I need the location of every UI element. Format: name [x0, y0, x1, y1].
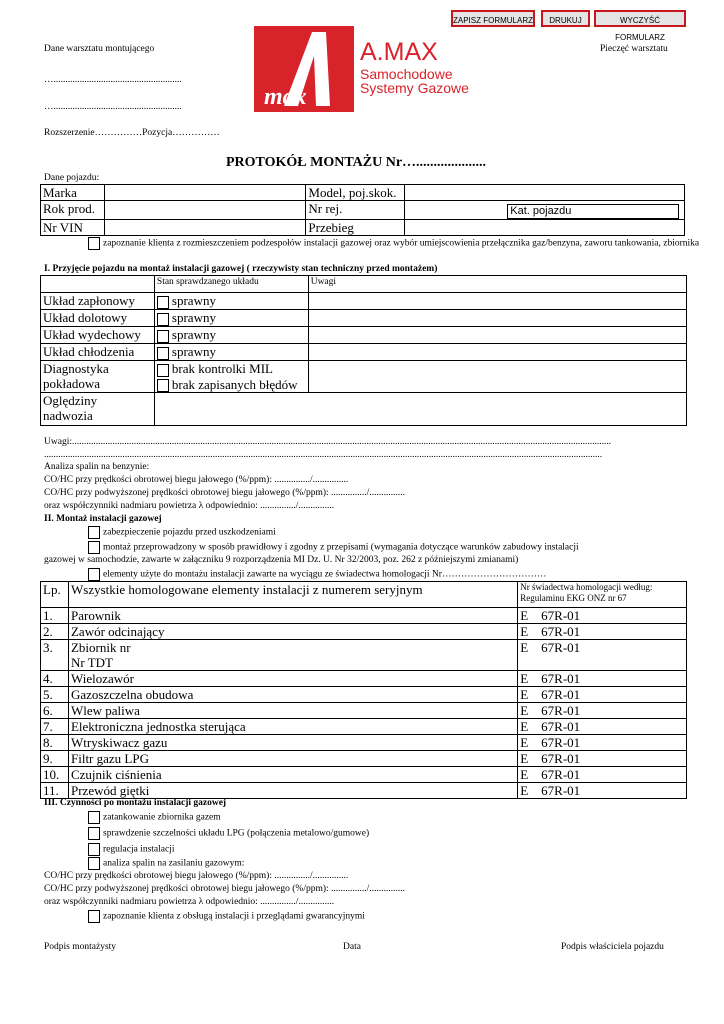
row4-name: Układ chłodzenia: [41, 344, 155, 361]
diag-name-2: pokładowa: [43, 376, 101, 391]
analysis-co2: CO/HC przy podwyższonej prędkości obrotowej biegu jałowego (%/ppm): .............../...............: [44, 488, 405, 498]
s3-lambda: oraz współczynniki nadmiaru powietrza λ odpowiednio: .............../...............: [44, 897, 335, 907]
dots-line[interactable]: ...........................................................................................................................................................................................................................................: [44, 450, 603, 460]
comp-name[interactable]: Elektroniczna jednostka sterująca: [68, 719, 517, 735]
row4-state: sprawny: [171, 344, 216, 359]
s3-checkbox-1[interactable]: [88, 811, 100, 824]
row3-notes[interactable]: [308, 327, 686, 344]
comp-hom[interactable]: E 67R-01: [518, 624, 687, 640]
analysis-co1: CO/HC przy prędkości obrotowej biegu jałowego (%/ppm): .............../...............: [44, 475, 349, 485]
col-notes: Uwagi: [308, 276, 686, 293]
s3-checkbox-5[interactable]: [88, 910, 100, 923]
clear-form-button[interactable]: WYCZYŚĆ FORMULARZ: [594, 10, 686, 27]
comp-name[interactable]: Wlew paliwa: [68, 703, 517, 719]
s2-check2-continuation: gazowej w samochodzie, zawarte w załączniku 9 rozporządzenia MI Dz. U. Nr 32/2003, poz. 262 z późniejszymi zmianami): [44, 555, 519, 565]
field-vin[interactable]: [104, 220, 305, 236]
vehicle-table: [40, 184, 685, 236]
diag-notes[interactable]: [308, 361, 686, 393]
comp-hom[interactable]: E 67R-01: [518, 783, 687, 799]
section1-heading: I. Przyjęcie pojazdu na montaż instalacji gazowej ( rzeczywisty stan techniczny przed montażem): [44, 264, 438, 274]
comp-name[interactable]: Czujnik ciśnienia: [68, 767, 517, 783]
page-title: PROTOKÓŁ MONTAŻU Nr…....................: [226, 155, 487, 170]
print-button[interactable]: DRUKUJ: [541, 10, 590, 27]
row3-state: sprawny: [171, 327, 216, 342]
row2-checkbox[interactable]: [157, 313, 169, 326]
s2-check1-row: [88, 526, 276, 539]
s3-c1-text: zatankowanie zbiornika gazem: [103, 812, 221, 823]
s2-check3-row: [88, 568, 546, 581]
s3-c5-row: [88, 910, 365, 923]
row2-name: Układ dolotowy: [41, 310, 155, 327]
comp-hom[interactable]: E 67R-01: [518, 751, 687, 767]
s2-checkbox-2[interactable]: [88, 541, 100, 554]
amax-logo: [254, 26, 354, 112]
workshop-data-label: Dane warsztatu montującego: [44, 44, 155, 54]
s3-c5-text: zapoznanie klienta z obsługą instalacji i przeglądami gwarancyjnymi: [103, 911, 365, 922]
row2-notes[interactable]: [308, 310, 686, 327]
col-hom-2: Regulaminu EKG ONZ nr 67: [520, 593, 627, 603]
comp-hom[interactable]: E 67R-01: [518, 640, 687, 671]
diag-state-2: brak zapisanych błędów: [171, 376, 298, 392]
ogl-name-1: Oględziny: [43, 393, 98, 409]
row3-name: Układ wydechowy: [41, 327, 155, 344]
comp-lp: 7.: [41, 719, 69, 735]
s2-check3-text: elementy użyte do montażu instalacji zawarte na wyciągu ze świadectwa homologacji Nr……………………………: [103, 569, 547, 580]
s2-check2-row: [88, 541, 579, 554]
s2-checkbox-1[interactable]: [88, 526, 100, 539]
diag-errors-checkbox[interactable]: [157, 379, 169, 392]
s3-co1: CO/HC przy prędkości obrotowej biegu jałowego (%/ppm): .............../...............: [44, 871, 349, 881]
diag-name-1: Diagnostyka: [43, 361, 109, 376]
intro-check-row: [88, 237, 699, 250]
notes-line[interactable]: Uwagi:...................................................................................................................................................................................................................................: [44, 437, 612, 447]
section2-heading: II. Montaż instalacji gazowej: [44, 514, 162, 524]
field-nrrej[interactable]: [405, 201, 685, 220]
comp-hom[interactable]: E 67R-01: [518, 719, 687, 735]
comp-hom[interactable]: E 67R-01: [518, 687, 687, 703]
workshop-line-2: …......................................................: [44, 102, 182, 112]
vehicle-heading: Dane pojazdu:: [44, 173, 100, 183]
row4-notes[interactable]: [308, 344, 686, 361]
label-rok: Rok prod.: [41, 201, 105, 220]
owner-signature: Podpis właściciela pojazdu: [561, 942, 664, 952]
section1-table: [40, 275, 687, 426]
col-lp: Lp.: [41, 582, 69, 608]
stamp-label: Pieczęć warsztatu: [600, 44, 668, 54]
logo-line-2: Systemy Gazowe: [360, 80, 469, 96]
comp-name[interactable]: Gazoszczelna obudowa: [68, 687, 517, 703]
diag-state-1: brak kontrolki MIL: [171, 361, 273, 376]
tank-nr-label: Zbiornik nr: [70, 640, 131, 655]
row1-state: sprawny: [171, 293, 216, 308]
field-rok[interactable]: [104, 201, 305, 220]
s3-c3-row: [88, 843, 174, 856]
s2-check2-text: montaż przeprowadzony w sposób prawidłowy i zgodny z przepisami (wymagania dotyczące warunków zabudowy instalacji: [103, 542, 579, 553]
col-state: Stan sprawdzanego układu: [154, 276, 308, 293]
s3-checkbox-3[interactable]: [88, 843, 100, 856]
ogl-notes[interactable]: [154, 393, 686, 426]
field-model[interactable]: [405, 185, 685, 201]
field-marka[interactable]: [104, 185, 305, 201]
s3-co2: CO/HC przy podwyższonej prędkości obrotowej biegu jałowego (%/ppm): .............../...............: [44, 884, 405, 894]
row1-notes[interactable]: [308, 293, 686, 310]
comp-hom[interactable]: E 67R-01: [518, 767, 687, 783]
comp-lp: 10.: [41, 767, 69, 783]
date-label: Data: [343, 942, 361, 952]
comp-name[interactable]: Wtryskiwacz gazu: [68, 735, 517, 751]
s3-c1-row: [88, 811, 221, 824]
row1-checkbox[interactable]: [157, 296, 169, 309]
row4-checkbox[interactable]: [157, 347, 169, 360]
col-hom-1: Nr świadectwa homologacji według:: [520, 582, 653, 592]
comp-lp: 1.: [41, 608, 69, 624]
comp-lp: 9.: [41, 751, 69, 767]
logo-script: max: [264, 84, 307, 110]
comp-lp: 4.: [41, 671, 69, 687]
comp-hom[interactable]: E 67R-01: [518, 735, 687, 751]
s3-c4-row: [88, 857, 244, 870]
tank-tdt-label: Nr TDT: [70, 655, 113, 670]
s3-checkbox-4[interactable]: [88, 857, 100, 870]
label-marka: Marka: [41, 185, 105, 201]
row2-state: sprawny: [171, 310, 216, 325]
s2-checkbox-3[interactable]: [88, 568, 100, 581]
label-vin: Nr VIN: [41, 220, 105, 236]
comp-hom[interactable]: E 67R-01: [518, 703, 687, 719]
s3-c2-row: [88, 827, 369, 840]
field-przebieg[interactable]: [405, 220, 685, 236]
s3-c3-text: regulacja instalacji: [103, 844, 175, 855]
label-model: Model, poj.skok.: [306, 185, 405, 201]
extension-position: Rozszerzenie……………Pozycja……………: [44, 128, 220, 138]
components-table: [40, 581, 687, 799]
comp-name[interactable]: Przewód giętki: [68, 783, 517, 799]
analysis-heading: Analiza spalin na benzynie:: [44, 462, 150, 472]
comp-hom[interactable]: E 67R-01: [518, 608, 687, 624]
s3-checkbox-2[interactable]: [88, 827, 100, 840]
logo-line-1: Samochodowe: [360, 66, 453, 82]
s3-c4-text: analiza spalin na zasilaniu gazowym:: [103, 858, 245, 869]
col-elements: Wszystkie homologowane elementy instalacji z numerem seryjnym: [68, 582, 517, 608]
save-form-button[interactable]: ZAPISZ FORMULARZ: [451, 10, 535, 27]
category-field[interactable]: Kat. pojazdu: [507, 204, 679, 219]
comp-hom[interactable]: E 67R-01: [518, 671, 687, 687]
intro-check-text: zapoznanie klienta z rozmieszczeniem podzespołów instalacji gazowej oraz wybór umiejscowienia przełącznika gaz/benzyna, zaworu tankowania, zbiornika: [103, 238, 700, 249]
comp-lp: 6.: [41, 703, 69, 719]
diag-mil-checkbox[interactable]: [157, 364, 169, 377]
analysis-lambda: oraz współczynniki nadmiaru powietrza λ odpowiednio: .............../...............: [44, 501, 335, 511]
s2-check1-text: zabezpieczenie pojazdu przed uszkodzeniami: [103, 527, 276, 538]
intro-checkbox[interactable]: [88, 237, 100, 250]
comp-name[interactable]: [68, 640, 517, 671]
label-przebieg: Przebieg: [306, 220, 405, 236]
comp-name[interactable]: Zawór odcinający: [68, 624, 517, 640]
row3-checkbox[interactable]: [157, 330, 169, 343]
logo-brand: A.MAX: [360, 38, 438, 66]
comp-lp: 2.: [41, 624, 69, 640]
comp-name[interactable]: Parownik: [68, 608, 517, 624]
s3-c2-text: sprawdzenie szczelności układu LPG (połączenia metalowo/gumowe): [103, 828, 370, 839]
comp-lp: 3.: [41, 640, 69, 671]
label-nrrej: Nr rej.: [306, 201, 405, 220]
comp-lp: 8.: [41, 735, 69, 751]
comp-name[interactable]: Wielozawór: [68, 671, 517, 687]
installer-signature: Podpis montażysty: [44, 942, 117, 952]
ogl-name-2: nadwozia: [43, 408, 93, 424]
comp-lp: 5.: [41, 687, 69, 703]
section3-heading: III. Czynności po montażu instalacji gazowej: [44, 798, 227, 808]
row1-name: Układ zapłonowy: [41, 293, 155, 310]
workshop-line-1: …......................................................: [44, 75, 182, 85]
comp-lp: 11.: [41, 783, 69, 799]
comp-name[interactable]: Filtr gazu LPG: [68, 751, 517, 767]
